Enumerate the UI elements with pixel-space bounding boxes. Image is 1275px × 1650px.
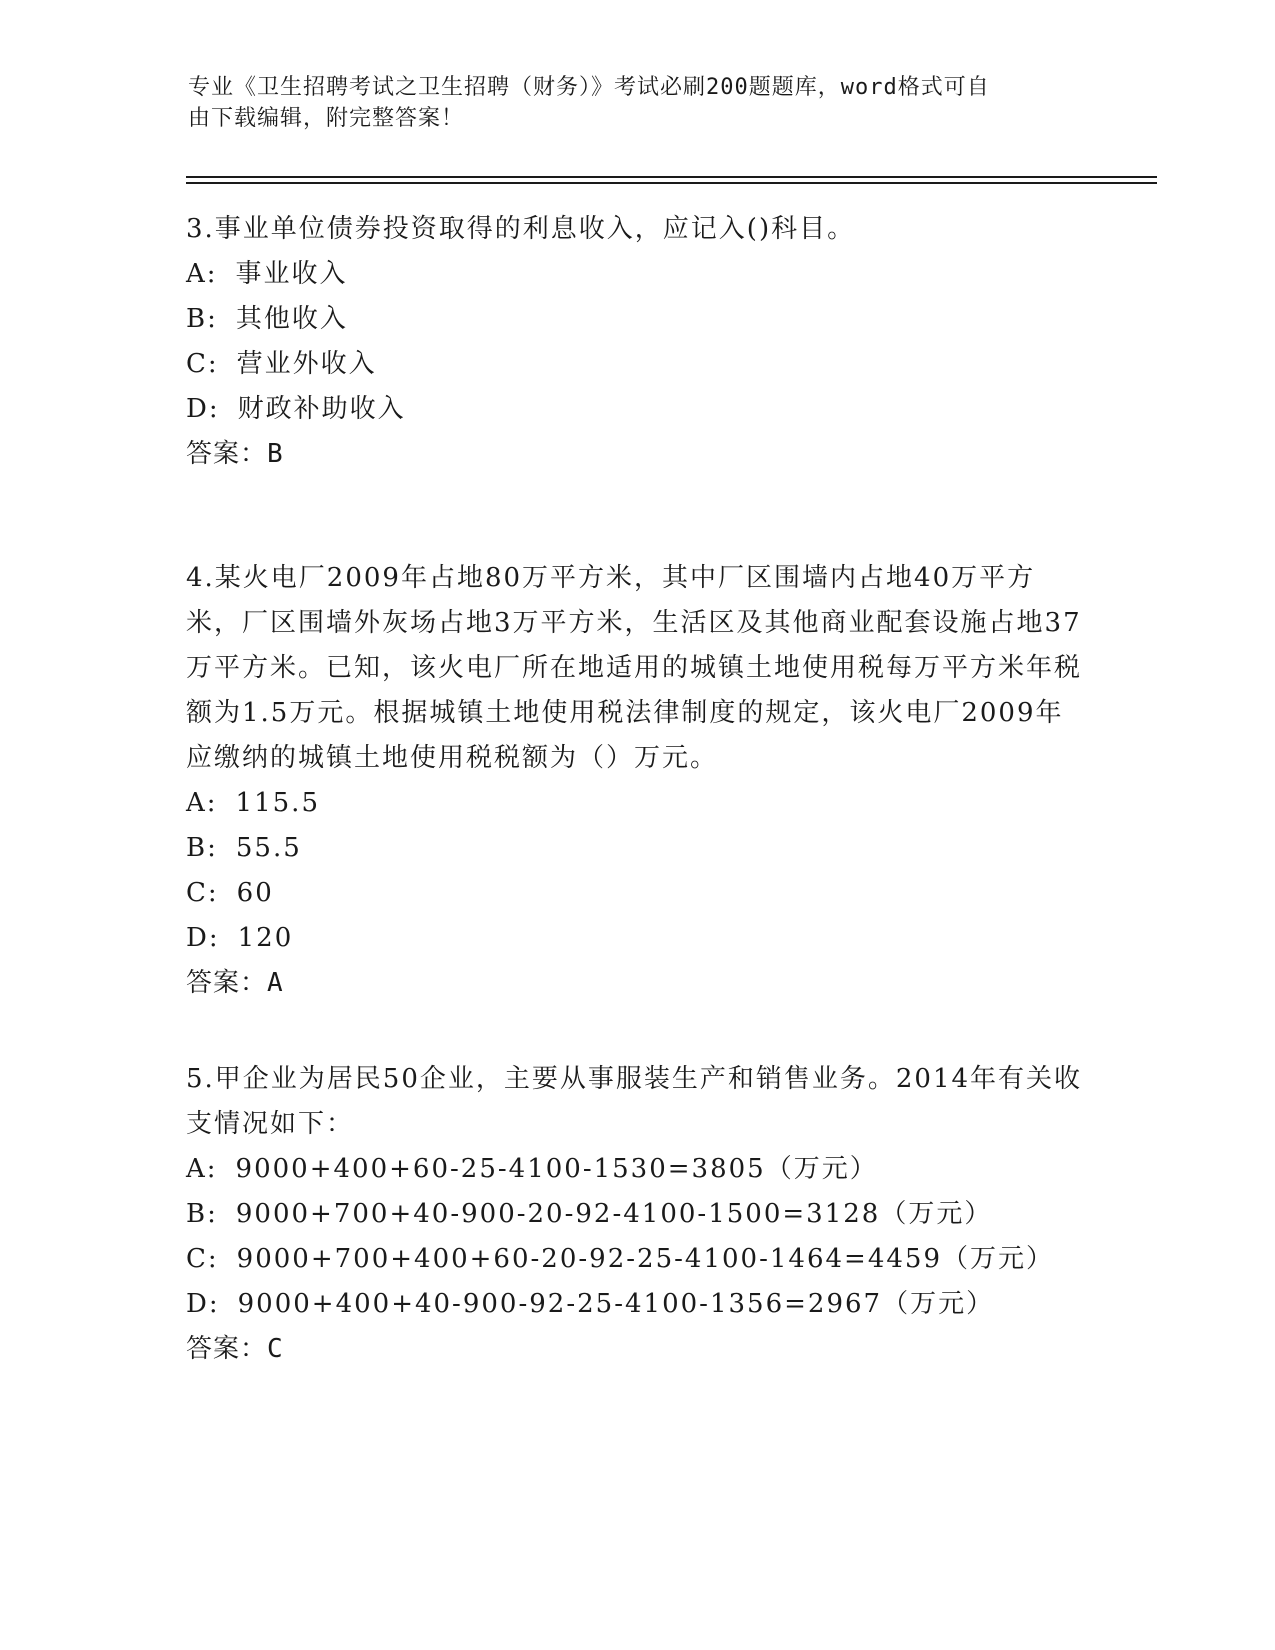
header-line-1: 专业《卫生招聘考试之卫生招聘（财务）》考试必刷200题题库，word格式可自 xyxy=(188,75,990,100)
question-4 xyxy=(186,556,1086,1006)
option-d: D: 财政补助收入 xyxy=(186,394,406,424)
answer-line xyxy=(186,961,1086,1006)
header-divider-bottom xyxy=(186,182,1157,184)
question-text: 4.某火电厂2009年占地80万平方米，其中厂区围墙内占地40万平方米，厂区围墙外灰场占地3万平方米，生活区及其他商业配套设施占地37万平方米。已知，该火电厂所在地适用的城镇土地使用税每万平方米年税额为1.5万元。根据城镇土地使用税法律制度的规定，该火电厂2009年应缴纳的城镇土地使用税税额为（）万元。 xyxy=(186,563,1083,773)
document-header xyxy=(188,72,1068,134)
answer-value: B xyxy=(267,439,284,469)
option-a: A: 事业收入 xyxy=(186,259,348,289)
option-c: C: 60 xyxy=(186,878,274,908)
option-b: B: 9000+700+40-900-20-92-4100-1500=3128（万元） xyxy=(186,1199,993,1229)
answer-label: 答案： xyxy=(186,968,268,998)
option-c: C: 营业外收入 xyxy=(186,349,377,379)
question-5 xyxy=(186,1057,1086,1372)
header-line-2: 由下载编辑，附完整答案！ xyxy=(188,106,465,131)
option-b: B: 55.5 xyxy=(186,833,302,863)
question-text: 5.甲企业为居民50企业，主要从事服装生产和销售业务。2014年有关收支情况如下： xyxy=(186,1064,1083,1139)
answer-label: 答案： xyxy=(186,1334,268,1364)
option-c: C: 9000+700+400+60-20-92-25-4100-1464=4459（万元） xyxy=(186,1244,1054,1274)
question-3 xyxy=(186,207,1086,477)
answer-value: A xyxy=(267,968,284,998)
answer-line xyxy=(186,1327,1086,1372)
question-text: 3.事业单位债券投资取得的利息收入，应记入()科目。 xyxy=(186,214,856,244)
option-a: A: 115.5 xyxy=(186,788,320,818)
answer-label: 答案： xyxy=(186,439,268,469)
option-b: B: 其他收入 xyxy=(186,304,348,334)
option-d: D: 9000+400+40-900-92-25-4100-1356=2967（万元） xyxy=(186,1289,995,1319)
answer-value: C xyxy=(267,1334,284,1364)
header-divider-top xyxy=(186,176,1157,178)
answer-line xyxy=(186,432,1086,477)
option-d: D: 120 xyxy=(186,923,294,953)
option-a: A: 9000+400+60-25-4100-1530=3805（万元） xyxy=(186,1154,878,1184)
